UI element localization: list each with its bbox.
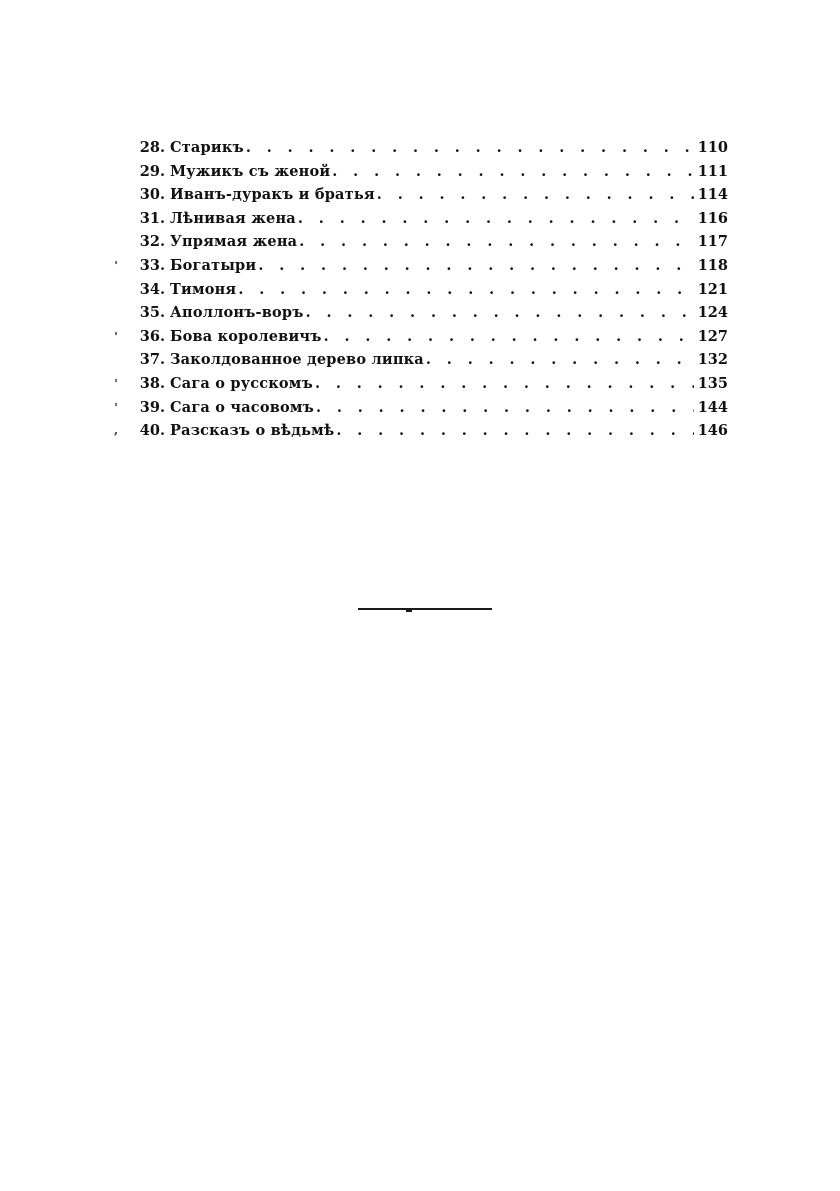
end-ornament-rule xyxy=(358,608,492,610)
toc-entry xyxy=(112,325,728,349)
entry-page-number: 114 xyxy=(697,186,728,204)
toc-entry xyxy=(112,230,728,254)
toc-entry xyxy=(112,183,728,207)
dot-leader xyxy=(314,396,694,420)
entry-page-number: 144 xyxy=(697,398,728,416)
dot-leader xyxy=(236,278,694,302)
entry-number: 31. xyxy=(139,209,165,227)
entry-page-number: 124 xyxy=(697,304,728,322)
entry-number: 37. xyxy=(139,351,165,369)
entry-page-number: 127 xyxy=(697,327,728,345)
toc-entry xyxy=(112,207,728,231)
entry-title: Лѣнивая жена xyxy=(170,209,296,227)
toc-entry xyxy=(112,396,728,420)
dot-leader xyxy=(256,254,694,278)
entry-title: Сага о русскомъ xyxy=(170,374,313,392)
entry-title: Сага о часовомъ xyxy=(170,398,314,416)
dot-leader xyxy=(297,230,694,254)
entry-number: 33. xyxy=(139,256,165,274)
margin-mark: ' xyxy=(114,400,118,414)
entry-title: Заколдованное дерево липка xyxy=(170,351,424,369)
dot-leader xyxy=(296,207,694,231)
entry-number: 38. xyxy=(139,374,165,392)
entry-title: Тимоня xyxy=(170,280,237,298)
entry-title: Аполлонъ-воръ xyxy=(170,304,304,322)
entry-page-number: 121 xyxy=(697,280,728,298)
dot-leader xyxy=(322,325,694,349)
entry-title: Мужикъ съ женой xyxy=(170,162,331,180)
entry-page-number: 110 xyxy=(697,139,728,156)
margin-mark: ' xyxy=(114,329,118,343)
dot-leader xyxy=(330,160,694,184)
entry-number: 36. xyxy=(139,327,165,345)
margin-mark: ' xyxy=(114,258,118,272)
toc-entry xyxy=(112,372,728,396)
toc-entry xyxy=(112,160,728,184)
entry-page-number: 117 xyxy=(697,233,728,251)
entry-number: 34. xyxy=(139,280,165,298)
toc-entry xyxy=(112,419,728,443)
dot-leader xyxy=(375,183,694,207)
entry-title: Старикъ xyxy=(170,139,244,156)
entry-title: Разсказъ о вѣдьмѣ xyxy=(170,422,335,440)
entry-page-number: 111 xyxy=(697,162,728,180)
entry-title: Бова королевичъ xyxy=(170,327,322,345)
dot-leader xyxy=(334,419,694,443)
entry-page-number: 135 xyxy=(697,374,728,392)
entry-number: 28. xyxy=(139,139,165,156)
toc-entry xyxy=(112,254,728,278)
entry-page-number: 116 xyxy=(697,209,728,227)
margin-mark: ' xyxy=(114,376,118,390)
entry-number: 29. xyxy=(139,162,165,180)
entry-number: 35. xyxy=(139,304,165,322)
entry-number: 40. xyxy=(139,422,165,440)
entry-page-number: 118 xyxy=(697,256,728,274)
dot-leader xyxy=(424,348,694,372)
dot-leader xyxy=(304,301,694,325)
toc-entry xyxy=(112,301,728,325)
entry-number: 30. xyxy=(139,186,165,204)
entry-page-number: 146 xyxy=(697,422,728,440)
entry-number: 39. xyxy=(139,398,165,416)
entry-title: Богатыри xyxy=(170,256,257,274)
entry-title: Упрямая жена xyxy=(170,233,298,251)
margin-mark: , xyxy=(114,424,118,438)
entry-title: Иванъ-дуракъ и братья xyxy=(170,186,375,204)
dot-leader xyxy=(244,136,694,160)
toc-entry xyxy=(112,278,728,302)
entry-page-number: 132 xyxy=(697,351,728,369)
toc-entry xyxy=(112,136,728,160)
entry-number: 32. xyxy=(139,233,165,251)
table-of-contents xyxy=(112,136,728,443)
toc-entry xyxy=(112,348,728,372)
dot-leader xyxy=(313,372,694,396)
